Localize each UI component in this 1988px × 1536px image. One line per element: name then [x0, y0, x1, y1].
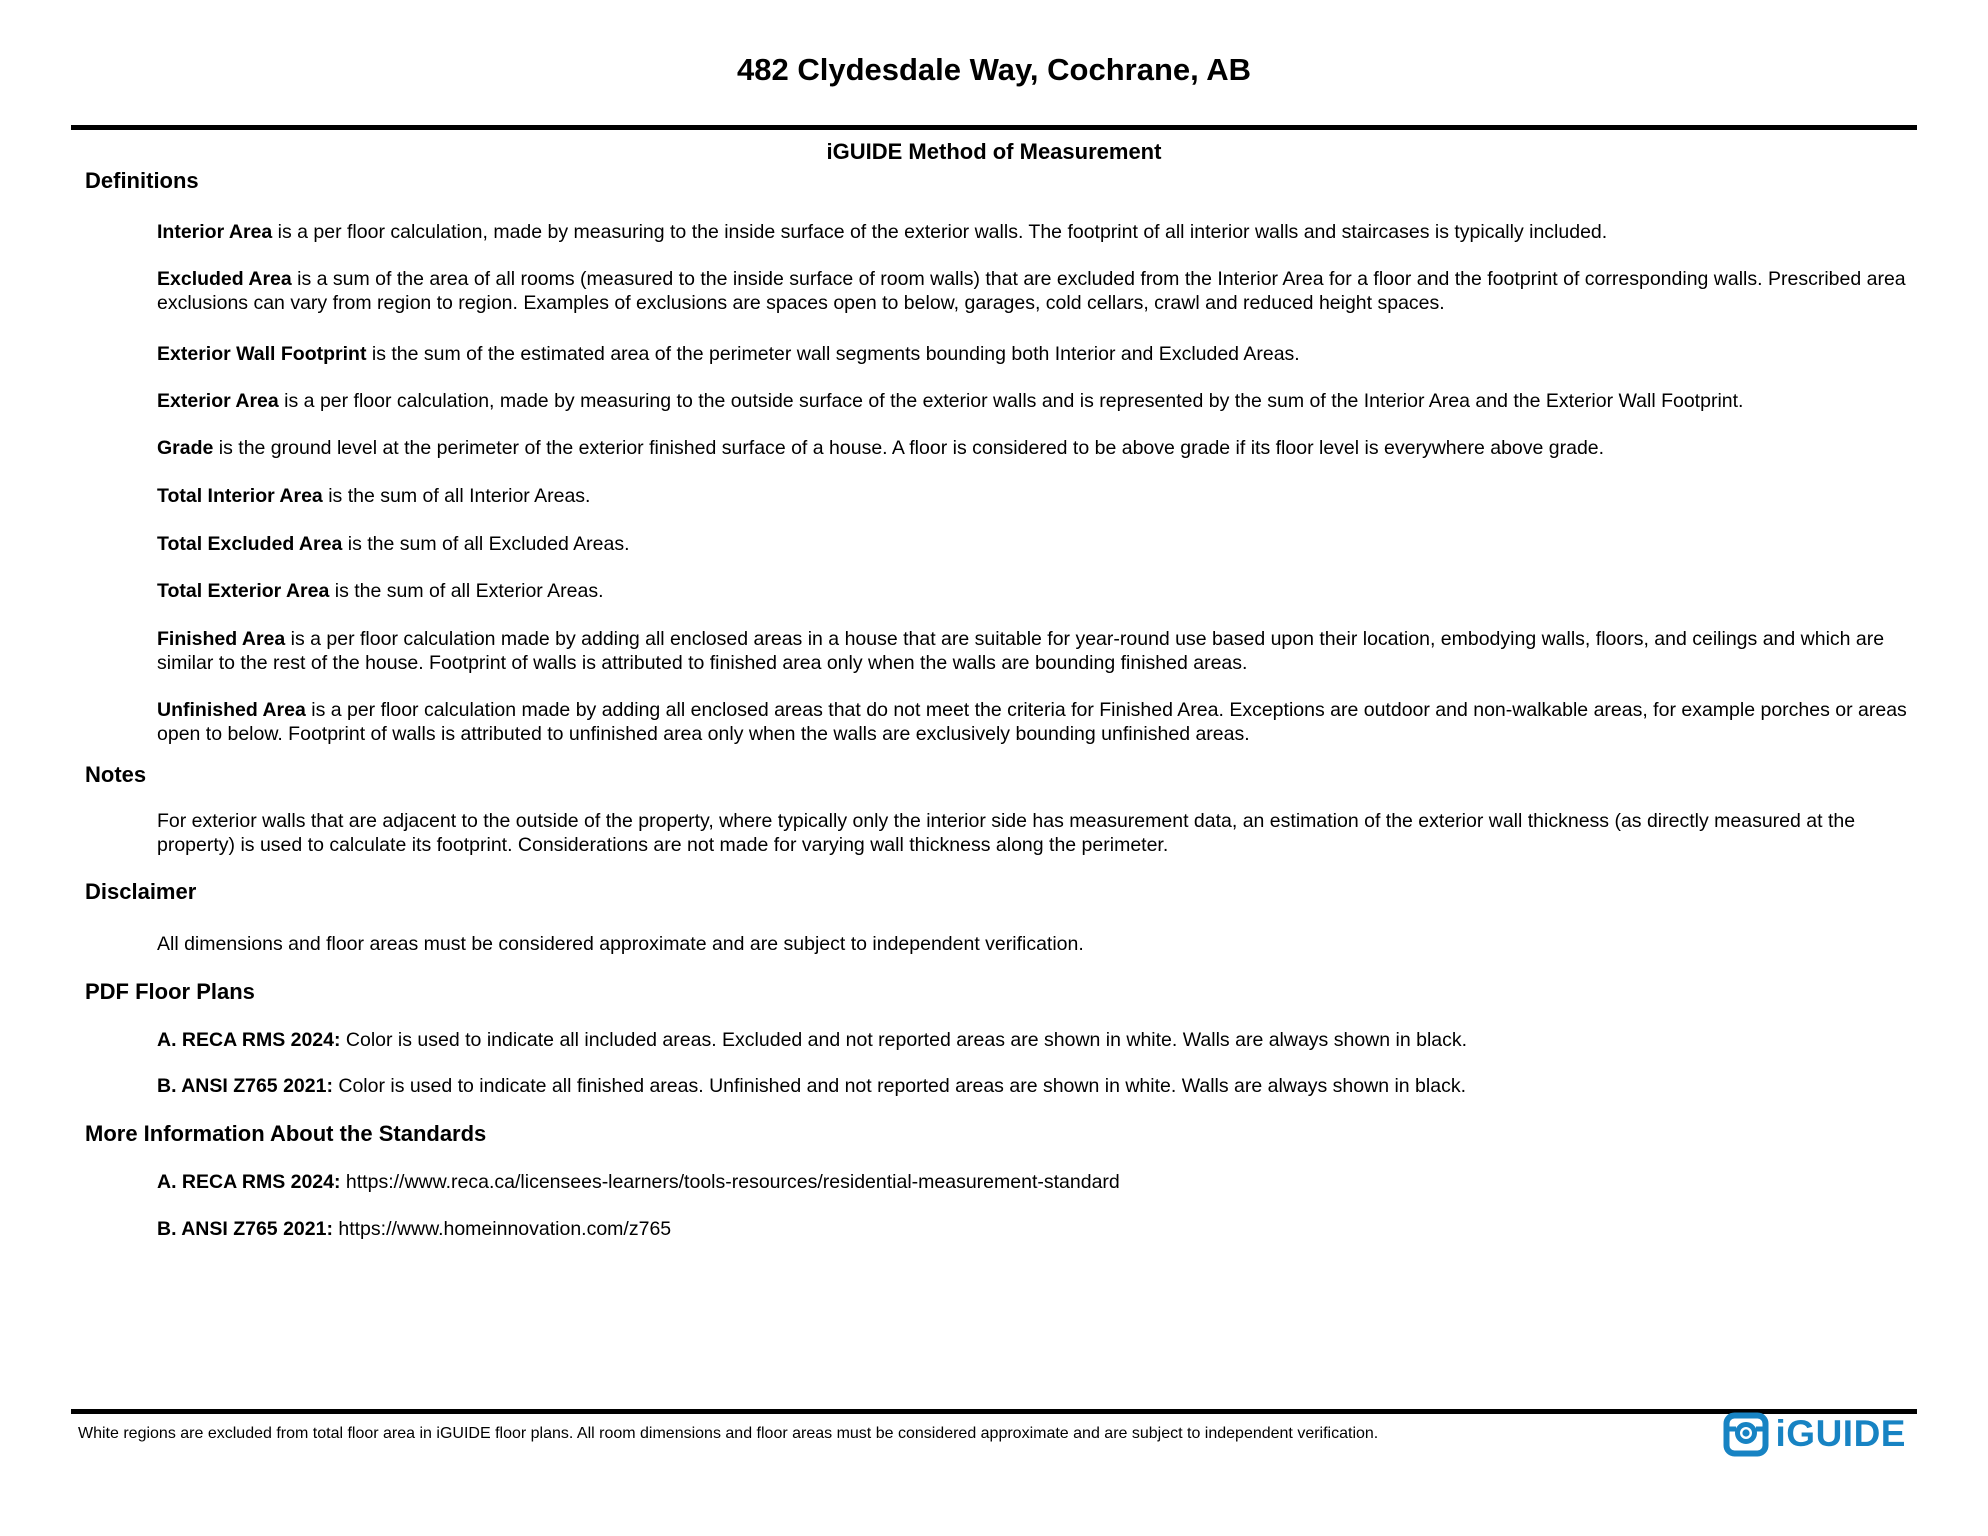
- definition-item-excluded-area: [157, 267, 1923, 315]
- definition-term: Exterior Wall Footprint: [157, 343, 367, 365]
- definition-term: Grade: [157, 437, 214, 459]
- top-rule-divider: [71, 125, 1917, 130]
- definition-text: is a sum of the area of all rooms (measured to the inside surface of room walls) that are excluded from the Interior Area for a floor and the footprint of corresponding walls. Prescribed area exclusions can vary from region to region. Examples of exclusions are spaces open to below, garages, cold cellars, crawl and reduced height spaces.: [157, 268, 1906, 314]
- definition-item-total-excluded-area: [157, 532, 1923, 556]
- definition-term: Interior Area: [157, 221, 273, 243]
- definition-term: Total Interior Area: [157, 485, 323, 507]
- floor-plan-standard-item-ansi: [157, 1074, 1923, 1098]
- floor-plan-standard-item-reca: [157, 1028, 1923, 1052]
- definition-item-unfinished-area: [157, 698, 1923, 746]
- definition-text: is the sum of all Interior Areas.: [322, 485, 591, 507]
- definition-term: Total Excluded Area: [157, 533, 343, 555]
- standard-link-item-reca: [157, 1170, 1923, 1194]
- definition-text: is a per floor calculation, made by measuring to the outside surface of the exterior walls and is represented by the sum of the Interior Area and the Exterior Wall Footprint.: [278, 390, 1744, 412]
- definition-item-exterior-wall-footprint: [157, 342, 1923, 366]
- standard-label: A. RECA RMS 2024:: [157, 1029, 341, 1051]
- definition-text: is a per floor calculation made by adding all enclosed areas in a house that are suitable for year-round use based upon their location, embodying walls, floors, and ceilings and which are similar to the rest of the house. Footprint of walls is attributed to finished area only when the walls are bounding finished areas.: [157, 628, 1885, 674]
- definition-item-finished-area: [157, 627, 1923, 675]
- section-heading-notes: Notes: [85, 762, 147, 787]
- definition-text: is the ground level at the perimeter of the exterior finished surface of a house. A floor is considered to be above grade if its floor level is everywhere above grade.: [213, 437, 1605, 459]
- definition-text: is the sum of all Excluded Areas.: [342, 533, 630, 555]
- standard-url[interactable]: https://www.reca.ca/licensees-learners/tools-resources/residential-measurement-standard: [340, 1171, 1120, 1193]
- section-heading-disclaimer: Disclaimer: [85, 879, 197, 904]
- iguide-logo: [1723, 1411, 1906, 1457]
- definition-term: Unfinished Area: [157, 699, 306, 721]
- standard-label: A. RECA RMS 2024:: [157, 1171, 341, 1193]
- definition-text: is the sum of all Exterior Areas.: [329, 580, 604, 602]
- footer-disclaimer: White regions are excluded from total floor area in iGUIDE floor plans. All room dimensions and floor areas must be considered approximate and are subject to independent verification.: [78, 1425, 1379, 1442]
- page-title: 482 Clydesdale Way, Cochrane, AB: [737, 52, 1251, 87]
- standard-text: Color is used to indicate all finished areas. Unfinished and not reported areas are shown in white. Walls are always shown in black.: [332, 1075, 1466, 1097]
- definition-item-total-interior-area: [157, 484, 1923, 508]
- standard-link-item-ansi: [157, 1217, 1923, 1241]
- definition-term: Exterior Area: [157, 390, 279, 412]
- definition-item-grade: [157, 436, 1923, 460]
- definition-item-interior-area: [157, 220, 1923, 244]
- camera-icon: [1723, 1412, 1769, 1457]
- definition-term: Finished Area: [157, 628, 286, 650]
- definition-term: Total Exterior Area: [157, 580, 330, 602]
- definition-item-exterior-area: [157, 389, 1923, 413]
- standard-label: B. ANSI Z765 2021:: [157, 1075, 333, 1097]
- section-heading-pdf-floor-plans: PDF Floor Plans: [85, 979, 255, 1004]
- section-heading-more-information: More Information About the Standards: [85, 1121, 487, 1146]
- standard-text: Color is used to indicate all included areas. Excluded and not reported areas are shown in white. Walls are always shown in black.: [340, 1029, 1468, 1051]
- definition-text: is the sum of the estimated area of the perimeter wall segments bounding both Interior and Excluded Areas.: [366, 343, 1300, 365]
- section-heading-definitions: Definitions: [85, 168, 199, 193]
- iguide-logo-text: iGUIDE: [1775, 1413, 1906, 1454]
- standard-label: B. ANSI Z765 2021:: [157, 1218, 333, 1240]
- bottom-rule-divider: [71, 1409, 1917, 1414]
- definition-text: is a per floor calculation, made by measuring to the inside surface of the exterior walls. The footprint of all interior walls and staircases is typically included.: [272, 221, 1608, 243]
- notes-paragraph: For exterior walls that are adjacent to the outside of the property, where typically only the interior side has measurement data, an estimation of the exterior wall thickness (as directly measured at the property) is used to calculate its footprint. Considerations are not made for varying wall thickness along the perimeter.: [157, 810, 1856, 856]
- definition-term: Excluded Area: [157, 268, 292, 290]
- definition-item-total-exterior-area: [157, 579, 1923, 603]
- page-subtitle: iGUIDE Method of Measurement: [826, 139, 1162, 164]
- disclaimer-paragraph: All dimensions and floor areas must be considered approximate and are subject to independent verification.: [157, 933, 1084, 955]
- standard-url[interactable]: https://www.homeinnovation.com/z765: [332, 1218, 672, 1240]
- definition-text: is a per floor calculation made by adding all enclosed areas that do not meet the criteria for Finished Area. Exceptions are outdoor and non-walkable areas, for example porches or areas open to below. Footprint of walls is attributed to unfinished area only when the walls are exclusively bounding unfinished areas.: [157, 699, 1907, 745]
